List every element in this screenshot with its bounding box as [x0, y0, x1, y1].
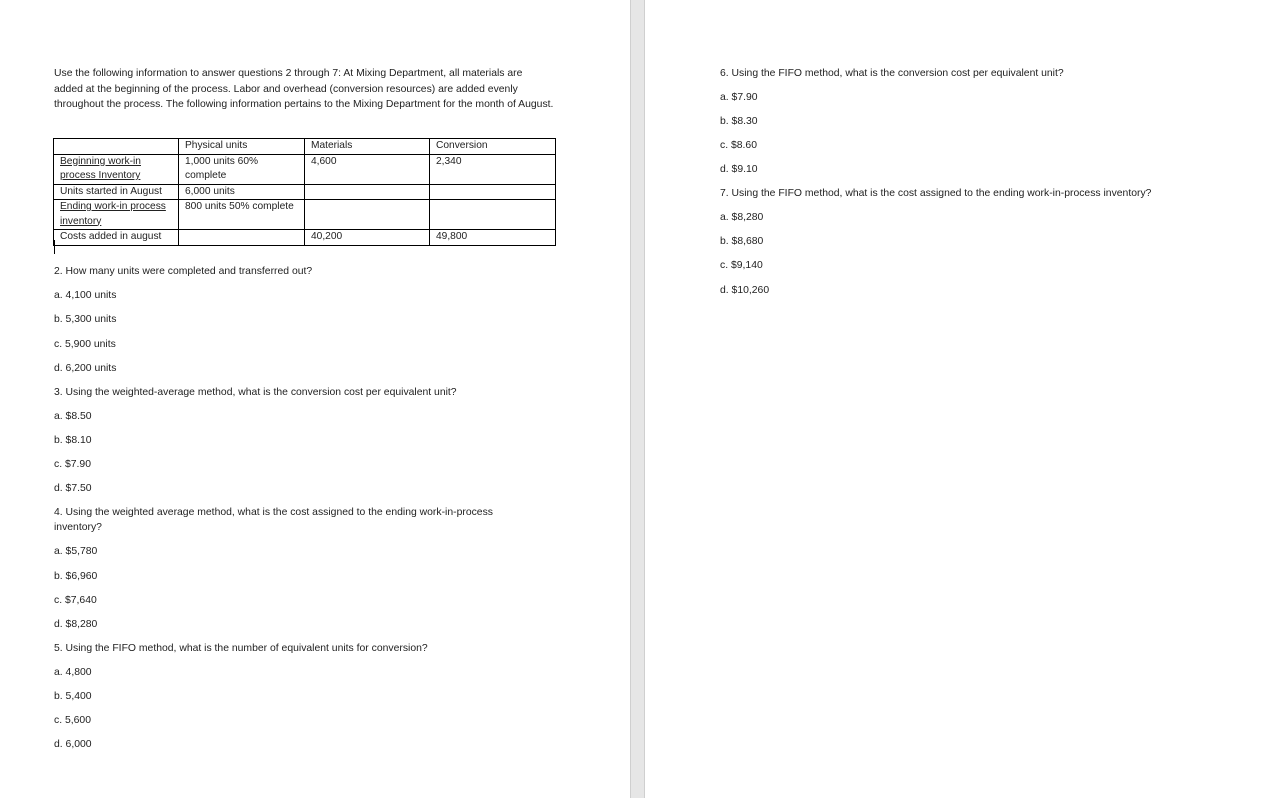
- table-row: [54, 184, 556, 200]
- question-3: 3. Using the weighted-average method, what is the conversion cost per equivalent unit?: [54, 387, 457, 398]
- table-cell: [430, 200, 556, 230]
- option: b. $8.10: [54, 435, 92, 446]
- table-row: [54, 154, 556, 184]
- table-row: [54, 200, 556, 230]
- table-header-cell: Materials: [305, 139, 430, 155]
- option: b. $6,960: [54, 571, 98, 582]
- option: b. $8.30: [720, 116, 758, 127]
- intro-paragraph: Use the following information to answer questions 2 through 7: At Mixing Department, all materials are added at the beginning of the process. Labor and overhead (conversion resources) are added evenly throughout the process. The following information pertains to the Mixing Department for the month of August.: [54, 68, 554, 110]
- option: a. $8,280: [720, 212, 764, 223]
- table-cell: 1,000 units 60% complete: [179, 154, 305, 184]
- table-cell: 2,340: [430, 154, 556, 184]
- table-cell: 800 units 50% complete: [179, 200, 305, 230]
- text-cursor: [54, 240, 55, 254]
- table-cell: [305, 184, 430, 200]
- table-cell: [430, 184, 556, 200]
- table-cell: [179, 230, 305, 246]
- option: a. $5,780: [54, 546, 98, 557]
- mixing-department-table: [53, 138, 556, 246]
- option: a. 4,800: [54, 667, 92, 678]
- option: d. $8,280: [54, 619, 98, 630]
- page-left: [0, 0, 630, 798]
- option: c. $8.60: [720, 140, 757, 151]
- option: c. $7.90: [54, 459, 91, 470]
- option: d. 6,200 units: [54, 363, 117, 374]
- option: d. $7.50: [54, 483, 92, 494]
- option: d. $10,260: [720, 285, 770, 296]
- question-2: 2. How many units were completed and transferred out?: [54, 266, 313, 277]
- option: a. $7.90: [720, 92, 758, 103]
- option: c. 5,900 units: [54, 339, 116, 350]
- table-cell: 6,000 units: [179, 184, 305, 200]
- option: c. 5,600: [54, 715, 91, 726]
- table-cell: Units started in August: [54, 184, 179, 200]
- question-5: 5. Using the FIFO method, what is the number of equivalent units for conversion?: [54, 643, 428, 654]
- option: b. $8,680: [720, 236, 764, 247]
- question-7: 7. Using the FIFO method, what is the cost assigned to the ending work-in-process inventory?: [720, 188, 1152, 199]
- option: d. 6,000: [54, 739, 92, 750]
- question-4: 4. Using the weighted average method, what is the cost assigned to the ending work-in-process inventory?: [54, 507, 493, 533]
- table-header-cell: Physical units: [179, 139, 305, 155]
- table-cell: 4,600: [305, 154, 430, 184]
- table-cell: Costs added in august: [54, 230, 179, 246]
- table-row: [54, 230, 556, 246]
- page-gutter: [630, 0, 645, 798]
- option: a. $8.50: [54, 411, 92, 422]
- table-cell: Beginning work-in process Inventory: [60, 155, 141, 181]
- table-header-cell: Conversion: [430, 139, 556, 155]
- option: c. $9,140: [720, 260, 763, 271]
- option: b. 5,400: [54, 691, 92, 702]
- question-6: 6. Using the FIFO method, what is the conversion cost per equivalent unit?: [720, 68, 1064, 79]
- option: c. $7,640: [54, 595, 97, 606]
- table-cell: 49,800: [430, 230, 556, 246]
- option: b. 5,300 units: [54, 314, 117, 325]
- table-cell: 40,200: [305, 230, 430, 246]
- table-cell: [305, 200, 430, 230]
- table-header-cell: [54, 139, 179, 155]
- option: a. 4,100 units: [54, 290, 117, 301]
- option: d. $9.10: [720, 164, 758, 175]
- table-header-row: [54, 139, 556, 155]
- table-cell: Ending work-in process inventory: [60, 201, 166, 227]
